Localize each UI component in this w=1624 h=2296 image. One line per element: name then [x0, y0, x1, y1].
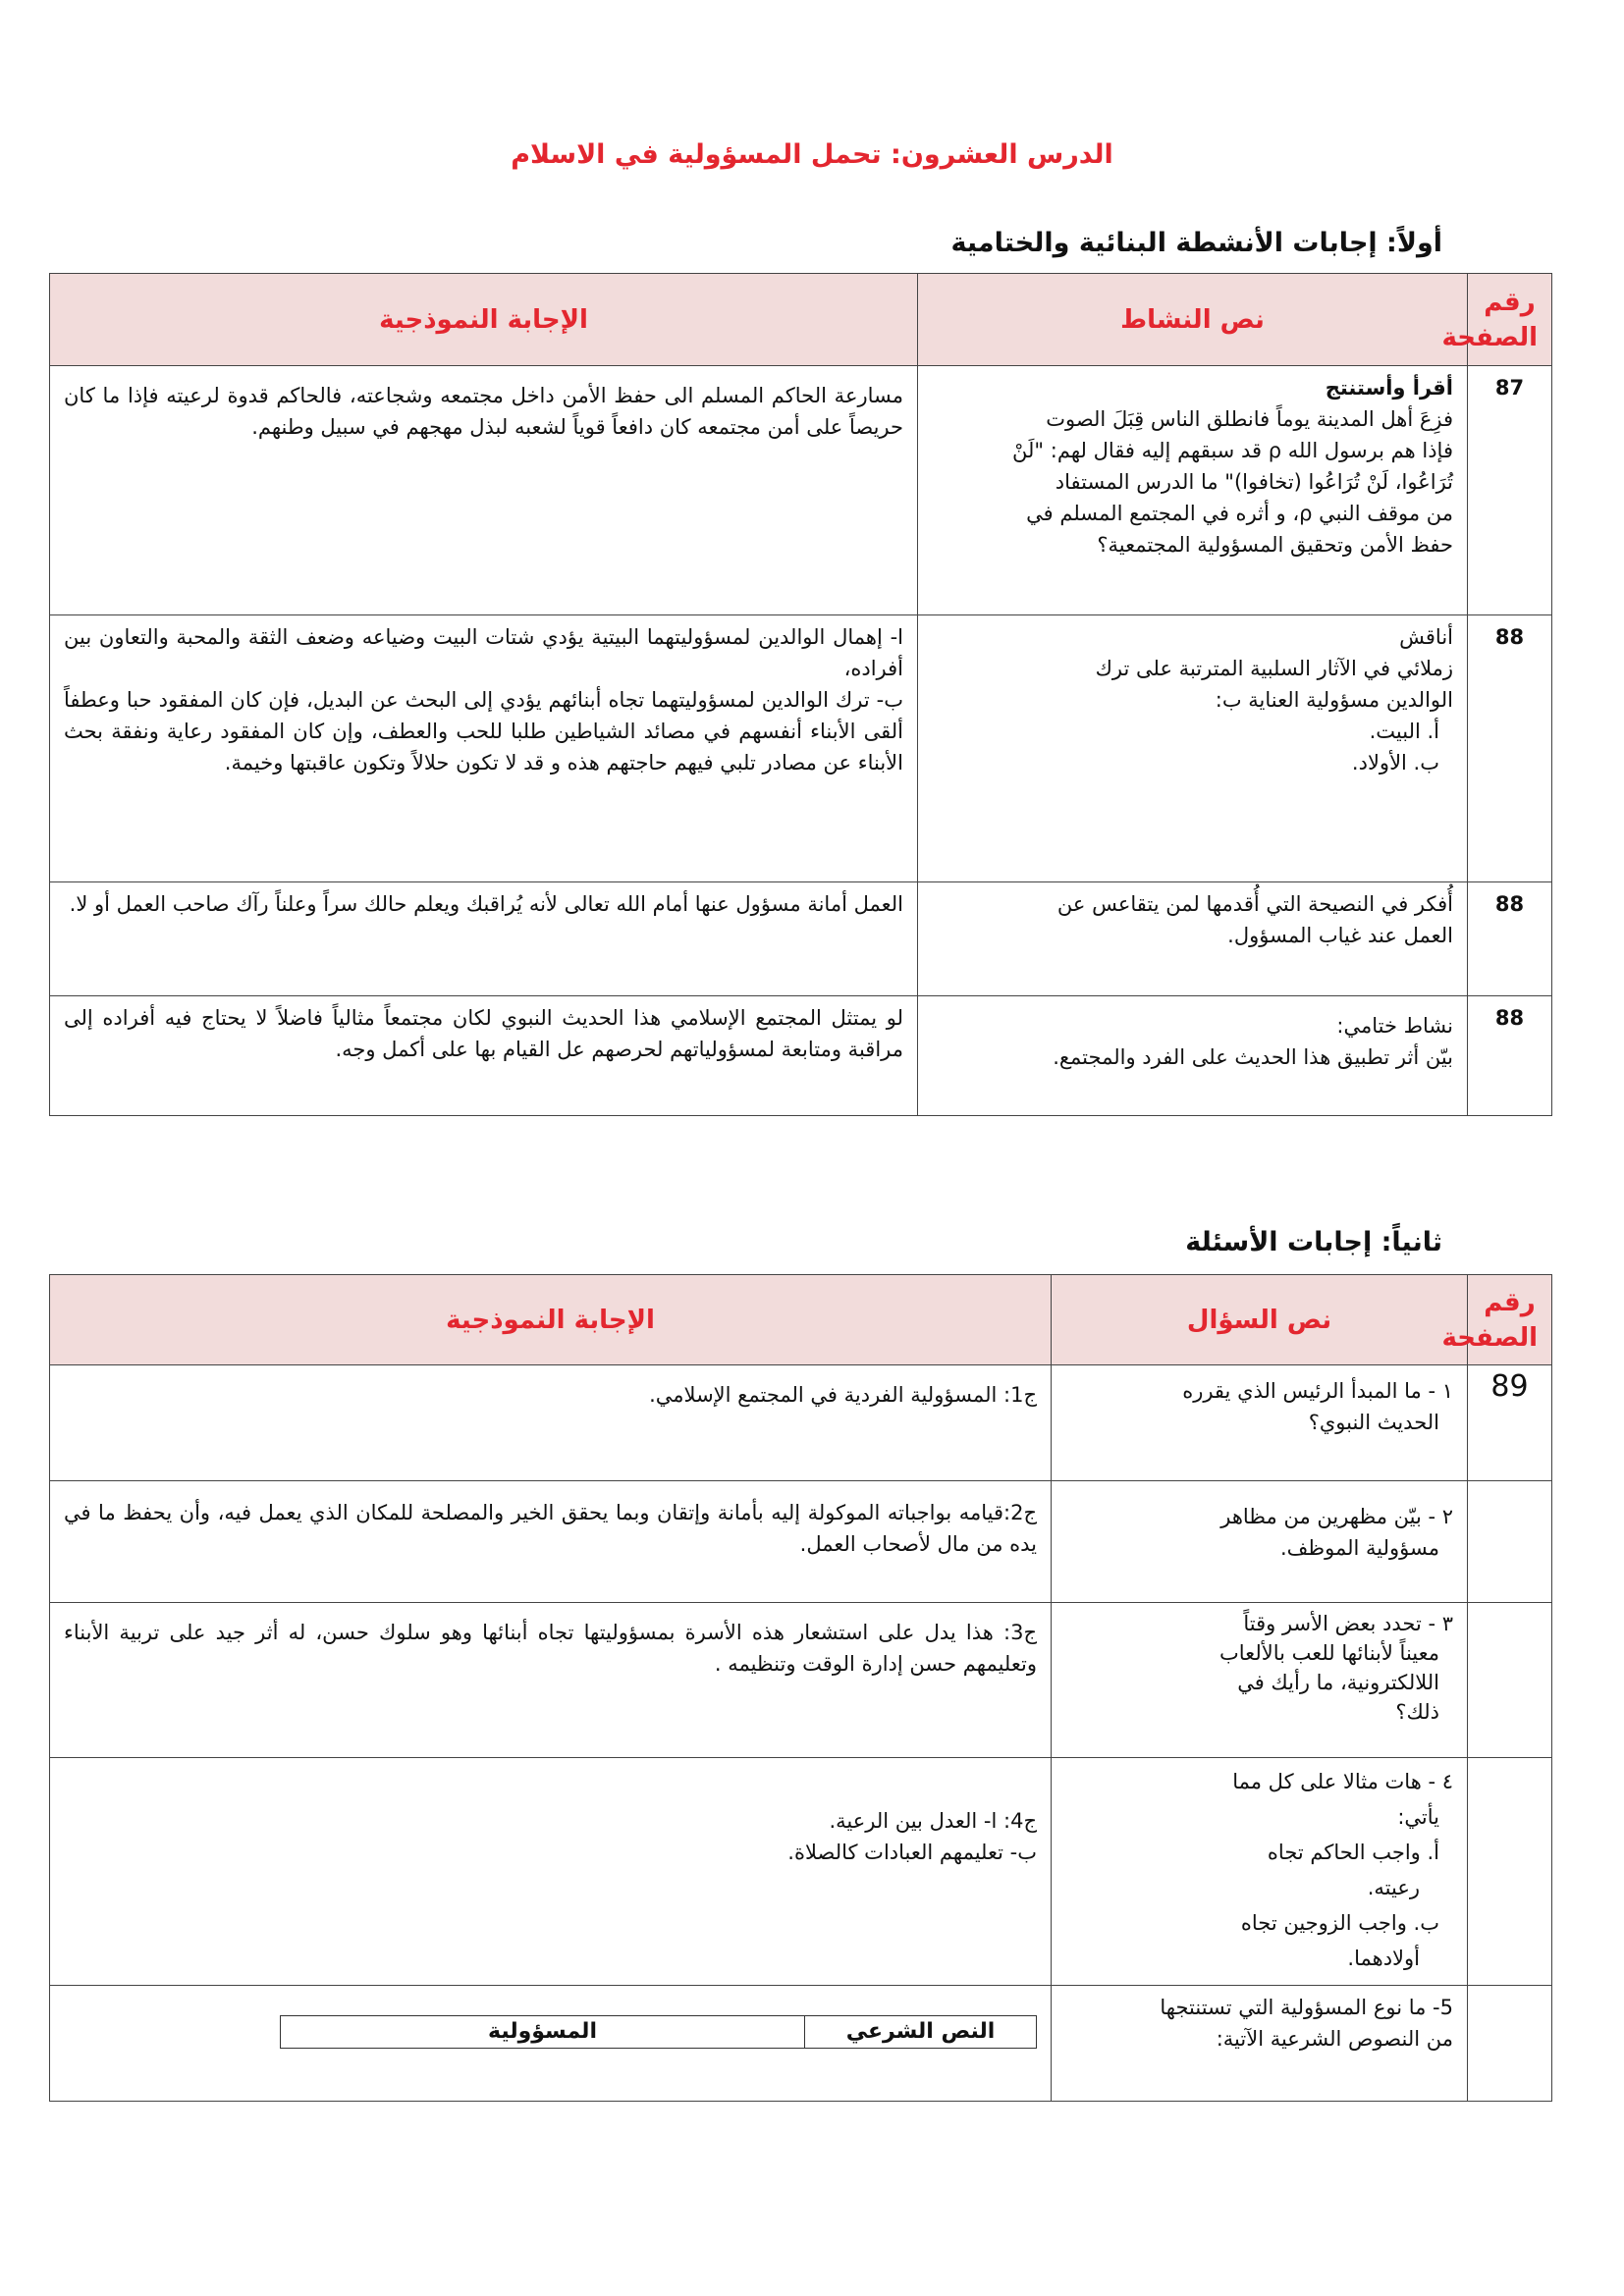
question-line: ٢ - بيّن مظهرين من مظاهر	[1220, 1505, 1453, 1528]
model-answer	[50, 615, 918, 882]
page-number: 87	[1468, 366, 1552, 615]
inner-header-responsibility: المسؤولية	[281, 2016, 805, 2049]
question-line: معيناً لأبنائها للعب بالألعاب	[1219, 1641, 1439, 1665]
table-row	[50, 366, 1552, 615]
page-number: 88	[1468, 882, 1552, 996]
activity-text	[918, 615, 1468, 882]
page-number: 88	[1468, 996, 1552, 1116]
question-text	[1052, 1986, 1468, 2102]
answer-line: ج4: ا- العدل بين الرعية.	[829, 1809, 1037, 1833]
activity-text	[918, 996, 1468, 1116]
table-row	[50, 1986, 1552, 2102]
activity-line: نشاط ختامي:	[1336, 1014, 1453, 1038]
model-answer	[50, 366, 918, 615]
page-number	[1468, 1986, 1552, 2102]
table-header-row	[50, 274, 1552, 366]
question-text	[1052, 1481, 1468, 1603]
activity-line: تُرَاعُوا، لَنْ تُرَاعُوا (تخافوا)" ما الدرس المستفاد	[1055, 470, 1453, 494]
activity-line: بيّن أثر تطبيق هذا الحديث على الفرد والمجتمع.	[1053, 1045, 1453, 1069]
table-header-row	[50, 1275, 1552, 1365]
answer-text: لو يمتثل المجتمع الإسلامي هذا الحديث النبوي لكان مجتمعاً مثالياً فاضلاً لا يحتاج فيه أفراده إلى مراقبة ومتابعة لمسؤولياتهم لحرصهم عل القيام بها على أكمل وجه.	[64, 1006, 903, 1061]
question-text	[1052, 1603, 1468, 1758]
header-page: رقم الصفحة	[1468, 1275, 1552, 1365]
answer-text: ا- إهمال الوالدين لمسؤوليتهما البيتية يؤدي شتات البيت وضياعه وضعف الثقة والمحبة والتعاون بين أفراده،	[64, 625, 903, 680]
section-title-activities: أولاً: إجابات الأنشطة البنائية والختامية	[950, 228, 1442, 258]
section-title-questions: ثانياً: إجابات الأسئلة	[1185, 1227, 1442, 1257]
question-line: اللالكترونية، ما رأيك في	[1237, 1671, 1439, 1694]
page-number	[1468, 1758, 1552, 1986]
answer-text: مسارعة الحاكم المسلم الى حفظ الأمن داخل مجتمعه وشجاعته، فالحاكم قدوة لرعيته فإذا ما كان حريصاً على أمن مجتمعه كان دافعاً قوياً لشعبه لبذل مهجهم في سبيل وطنهم.	[64, 384, 903, 439]
page-title: الدرس العشرون: تحمل المسؤولية في الاسلام	[511, 139, 1113, 170]
table-row	[50, 996, 1552, 1116]
activity-heading: أقرأ وأستنتج	[1325, 376, 1453, 400]
activity-line: فزِعَ أهل المدينة يوماً فانطلق الناس قِبَلَ الصوت	[1046, 407, 1453, 431]
activity-text	[918, 882, 1468, 996]
question-line: أولادهما.	[1347, 1947, 1420, 1970]
question-line: أ. واجب الحاكم تجاه	[1267, 1841, 1439, 1864]
answer-text: ج3: هذا يدل على استشعار هذه الأسرة بمسؤوليتها تجاه أبنائها وهو سلوك حسن، له أثر جيد على تربية الأبناء وتعليمهم حسن إدارة الوقت وتنظيمه .	[64, 1621, 1037, 1676]
activity-line: أناقش	[1399, 625, 1453, 649]
model-answer	[50, 1758, 1052, 1986]
model-answer	[50, 1481, 1052, 1603]
header-activity-text: نص النشاط	[918, 274, 1468, 366]
answer-line: ب- تعليمهم العبادات كالصلاة.	[787, 1841, 1037, 1864]
activity-line: حفظ الأمن وتحقيق المسؤولية المجتمعية؟	[1097, 533, 1453, 557]
answer-text: العمل أمانة مسؤول عنها أمام الله تعالى لأنه يُراقبك ويعلم حالك سراً وعلناً رآك صاحب العمل أو لا.	[69, 892, 903, 916]
question-line: مسؤولية الموظف.	[1280, 1536, 1439, 1560]
model-answer	[50, 1365, 1052, 1481]
model-answer	[50, 1603, 1052, 1758]
question-line: ٤ - هات مثالا على كل مما	[1232, 1770, 1453, 1793]
answer-text: ج1: المسؤولية الفردية في المجتمع الإسلامي.	[649, 1383, 1037, 1407]
question-line: رعيته.	[1367, 1876, 1420, 1899]
page-number: 89	[1468, 1365, 1552, 1481]
model-answer	[50, 1986, 1052, 2102]
activity-line: أُفكر في النصيحة التي أُقدمها لمن يتقاعس عن	[1056, 892, 1453, 916]
question-line: ١ - ما المبدأ الرئيس الذي يقرره	[1182, 1379, 1453, 1403]
activity-line: أ. البيت.	[1369, 720, 1439, 743]
header-model-answer: الإجابة النموذجية	[50, 274, 918, 366]
inner-header-text: النص الشرعي	[805, 2016, 1037, 2049]
questions-table	[49, 1274, 1552, 2102]
sharia-texts-table	[280, 2015, 1037, 2049]
header-model-answer: الإجابة النموذجية	[50, 1275, 1052, 1365]
page-number: 88	[1468, 615, 1552, 882]
table-row	[50, 1603, 1552, 1758]
model-answer	[50, 996, 918, 1116]
activity-text	[918, 366, 1468, 615]
question-line: الحديث النبوي؟	[1308, 1411, 1439, 1434]
table-row	[50, 615, 1552, 882]
page-number	[1468, 1603, 1552, 1758]
activity-line: ب. الأولاد.	[1351, 751, 1439, 774]
activity-line: زملائي في الآثار السلبية المترتبة على ترك	[1095, 657, 1453, 680]
question-line: 5- ما نوع المسؤولية التي تستنتجها	[1160, 1996, 1453, 2019]
answer-text: ج2:قيامه بواجباته الموكولة إليه بأمانة وإتقان وبما يحقق الخير والمصلحة للمكان الذي يعمل فيه، وأن يحفظ ما في يده من مال لأصحاب العمل.	[64, 1501, 1037, 1556]
activity-line: من موقف النبي ρ، و أثره في المجتمع المسلم في	[1026, 502, 1453, 525]
answer-text: ب- ترك الوالدين لمسؤوليتهما تجاه أبنائهم يؤدي إلى البحث عن البديل، فإن كان المفقود حبا وعطفاً ألقى الأبناء أنفسهم في مصائد الشياطين طلبا للحب والعطف، وإن كان المفقود رعاية ونفقة بحث الأبناء عن مصادر تلبي فيهم حاجتهم هذه و قد لا تكون حلالاً وتكون عاقبتها وخيمة.	[64, 688, 903, 774]
model-answer	[50, 882, 918, 996]
activity-line: العمل عند غياب المسؤول.	[1227, 924, 1453, 947]
header-page: رقم الصفحة	[1468, 274, 1552, 366]
table-row	[50, 1481, 1552, 1603]
table-row	[50, 1758, 1552, 1986]
question-line: ب. واجب الزوجين تجاه	[1240, 1911, 1439, 1935]
header-question-text: نص السؤال	[1052, 1275, 1468, 1365]
question-text	[1052, 1758, 1468, 1986]
page-number	[1468, 1481, 1552, 1603]
question-line: يأتي:	[1397, 1805, 1439, 1829]
question-line: ٣ - تحدد بعض الأسر وقتاً	[1243, 1612, 1453, 1635]
activities-table	[49, 273, 1552, 1116]
question-text	[1052, 1365, 1468, 1481]
question-line: ذلك؟	[1395, 1700, 1439, 1724]
activity-line: الوالدين مسؤولية العناية ب:	[1215, 688, 1453, 712]
table-row	[50, 1365, 1552, 1481]
activity-line: فإذا هم برسول الله ρ قد سبقهم إليه فقال لهم: "لَنْ	[1012, 439, 1453, 462]
question-line: من النصوص الشرعية الآتية:	[1216, 2027, 1453, 2051]
table-row	[50, 882, 1552, 996]
